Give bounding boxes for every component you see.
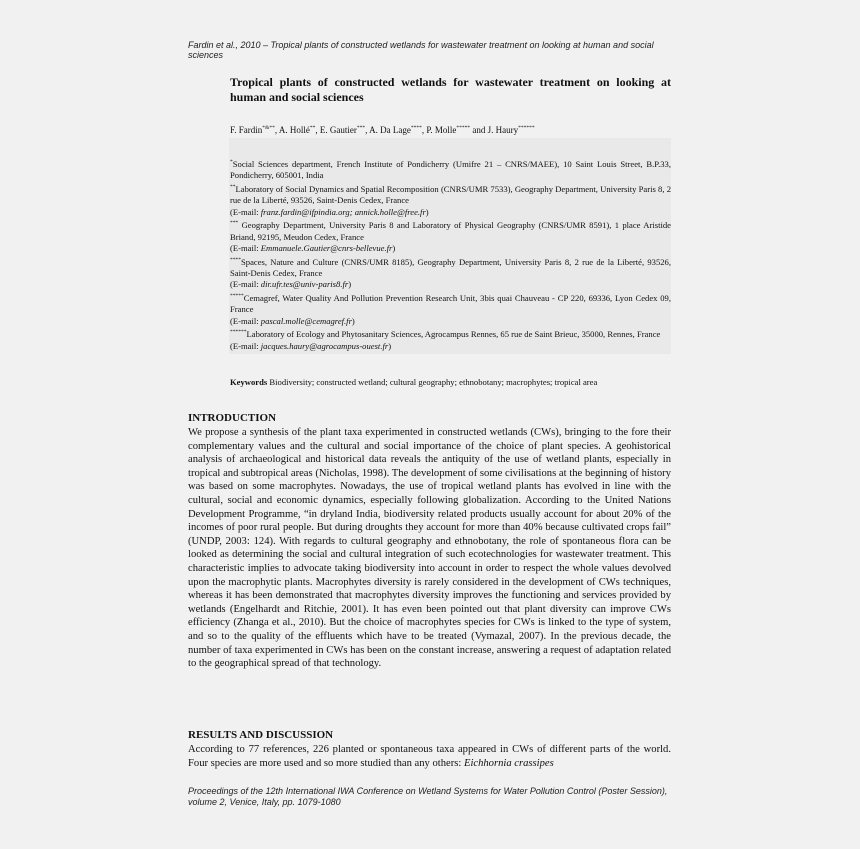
author-list [230,123,671,136]
author: P. Molle***** and [426,125,488,135]
email-link[interactable]: dir.ufr.tes@univ-paris8.fr [260,279,349,290]
introduction-body: We propose a synthesis of the plant taxa experimented in constructed wetlands (CWs), bringing to the fore their complementary values and the cultural and social importance of the choice of plant species. A geohistorical analysis of archaeological and historical data reveals the antiquity of the use of wetland plants, especially in tropical and subtropical areas (Nicholas, 1998). The development of some civilisations at the beginning of history was based on some macrophytes. Nowadays, the use of tropical wetland plants has evolved in line with the cultural, social and economic dynamics, especially following globalization. According to the United Nations Development Programme, “in dryland India, biodiversity related products usually account for about 20% of the incomes of poor rural people. But during droughts they account for more than 40% because cultivated crops fail” (UNDP, 2003: 124). With regards to cultural geography and ethnobotany, the role of spontaneous flora can be looked as determining the social and cultural integration of such ecotechnologies for wastewater treatment. This characteristic implies to advocate taking biodiversity into account in order to respect the whole values devolved upon the macrophytic plants. Macrophytes diversity is rarely considered in the development of CWs techniques, whereas it has been demonstrated that macrophytes diversity improves the functioning and services provided by wetlands (Engelhardt and Ritchie, 2001). It has even been pointed out that plant diversity can improve CWs efficiency (Zhanga et al., 2010). But the choice of macrophytes species for CWs is linked to the type of system, and so to the quality of the effluents which have to be treated (Vymazal, 2007). In the previous decade, the number of taxa experimented in CWs has been on the constant increase, answering a request of adaptation related to the geographical spread of that technology. [188,427,671,670]
keywords-text: Biodiversity; constructed wetland; cultural geography; ethnobotany; macrophytes; tropical area [267,377,598,387]
email-link[interactable]: pascal.molle@cemagref.fr [260,315,352,326]
introduction-heading: INTRODUCTION [188,412,277,424]
author: E. Gautier***, [319,125,370,135]
author: J. Haury****** [487,125,535,135]
author: A. Hollé**, [278,125,320,135]
proceedings-footer: Proceedings of the 12th International IWA Conference on Wetland Systems for Water Pollution Control (Poster Session), volume 2, Venice, Italy, pp. 1079-1080 [188,786,668,807]
email-link[interactable]: franz.fardin@ifpindia.org; annick.holle@free.fr [260,206,426,217]
affiliation-spacer [229,138,671,154]
author: A. Da Lage****, [369,125,427,135]
affiliation: *****Cemagref, Water Quality And Pollution Prevention Research Unit, 3bis quai Chauveau - CP 220, 69336, Lyon Cedex 09, France (E-mail: pascal.molle@cemagref.fr) [230,292,671,326]
email-link[interactable]: jacques.haury@agrocampus-ouest.fr [260,340,389,351]
affiliation: *Social Sciences department, French Institute of Pondicherry (Umifre 21 – CNRS/MAEE), 10 Saint Louis Street, B.P.33, Pondicherry, 605001, India [230,158,671,181]
email-link[interactable]: Emmanuele.Gautier@cnrs-bellevue.fr [260,243,393,254]
affiliation: ******Laboratory of Ecology and Phytosanitary Sciences, Agrocampus Rennes, 65 rue de Saint Brieuc, 35000, Rennes, France (E-mail: jacques.haury@agrocampus-ouest.fr) [230,329,661,351]
paper-title: Tropical plants of constructed wetlands for wastewater treatment on looking at human and social sciences [230,75,671,104]
keywords [230,377,671,388]
affiliation: **Laboratory of Social Dynamics and Spatial Recomposition (CNRS/UMR 7533), Geography Department, University Paris 8, 2 rue de la Liberté, 93526, Saint-Denis Cedex, France (E-mail: franz.fardin@ifpindia.org; annick.holle@free.fr) [230,183,671,217]
keywords-label: Keywords [230,377,268,387]
results-body: According to 77 references, 226 planted or spontaneous taxa appeared in CWs of different parts of the world. Four species are more used and so more studied than any others: Eichhornia crassipes [188,744,671,769]
affiliation: ****Spaces, Nature and Culture (CNRS/UMR 8185), Geography Department, University Paris 8, 2 rue de la Liberté, 93526, Saint-Denis Cedex, France (E-mail: dir.ufr.tes@univ-paris8.fr) [230,256,671,290]
running-header: Fardin et al., 2010 – Tropical plants of constructed wetlands for wastewater treatment on looking at human and social sciences [188,40,654,60]
affiliation: *** Geography Department, University Paris 8 and Laboratory of Physical Geography (CNRS/UMR 8591), 1 place Aristide Briand, 92195, Meudon Cedex, France (E-mail: Emmanuele.Gautier@cnrs-bellevue.fr) [230,220,671,254]
affiliation-block [229,154,671,354]
author: F. Fardin*&**, [230,125,279,135]
results-heading: RESULTS AND DISCUSSION [188,729,334,741]
